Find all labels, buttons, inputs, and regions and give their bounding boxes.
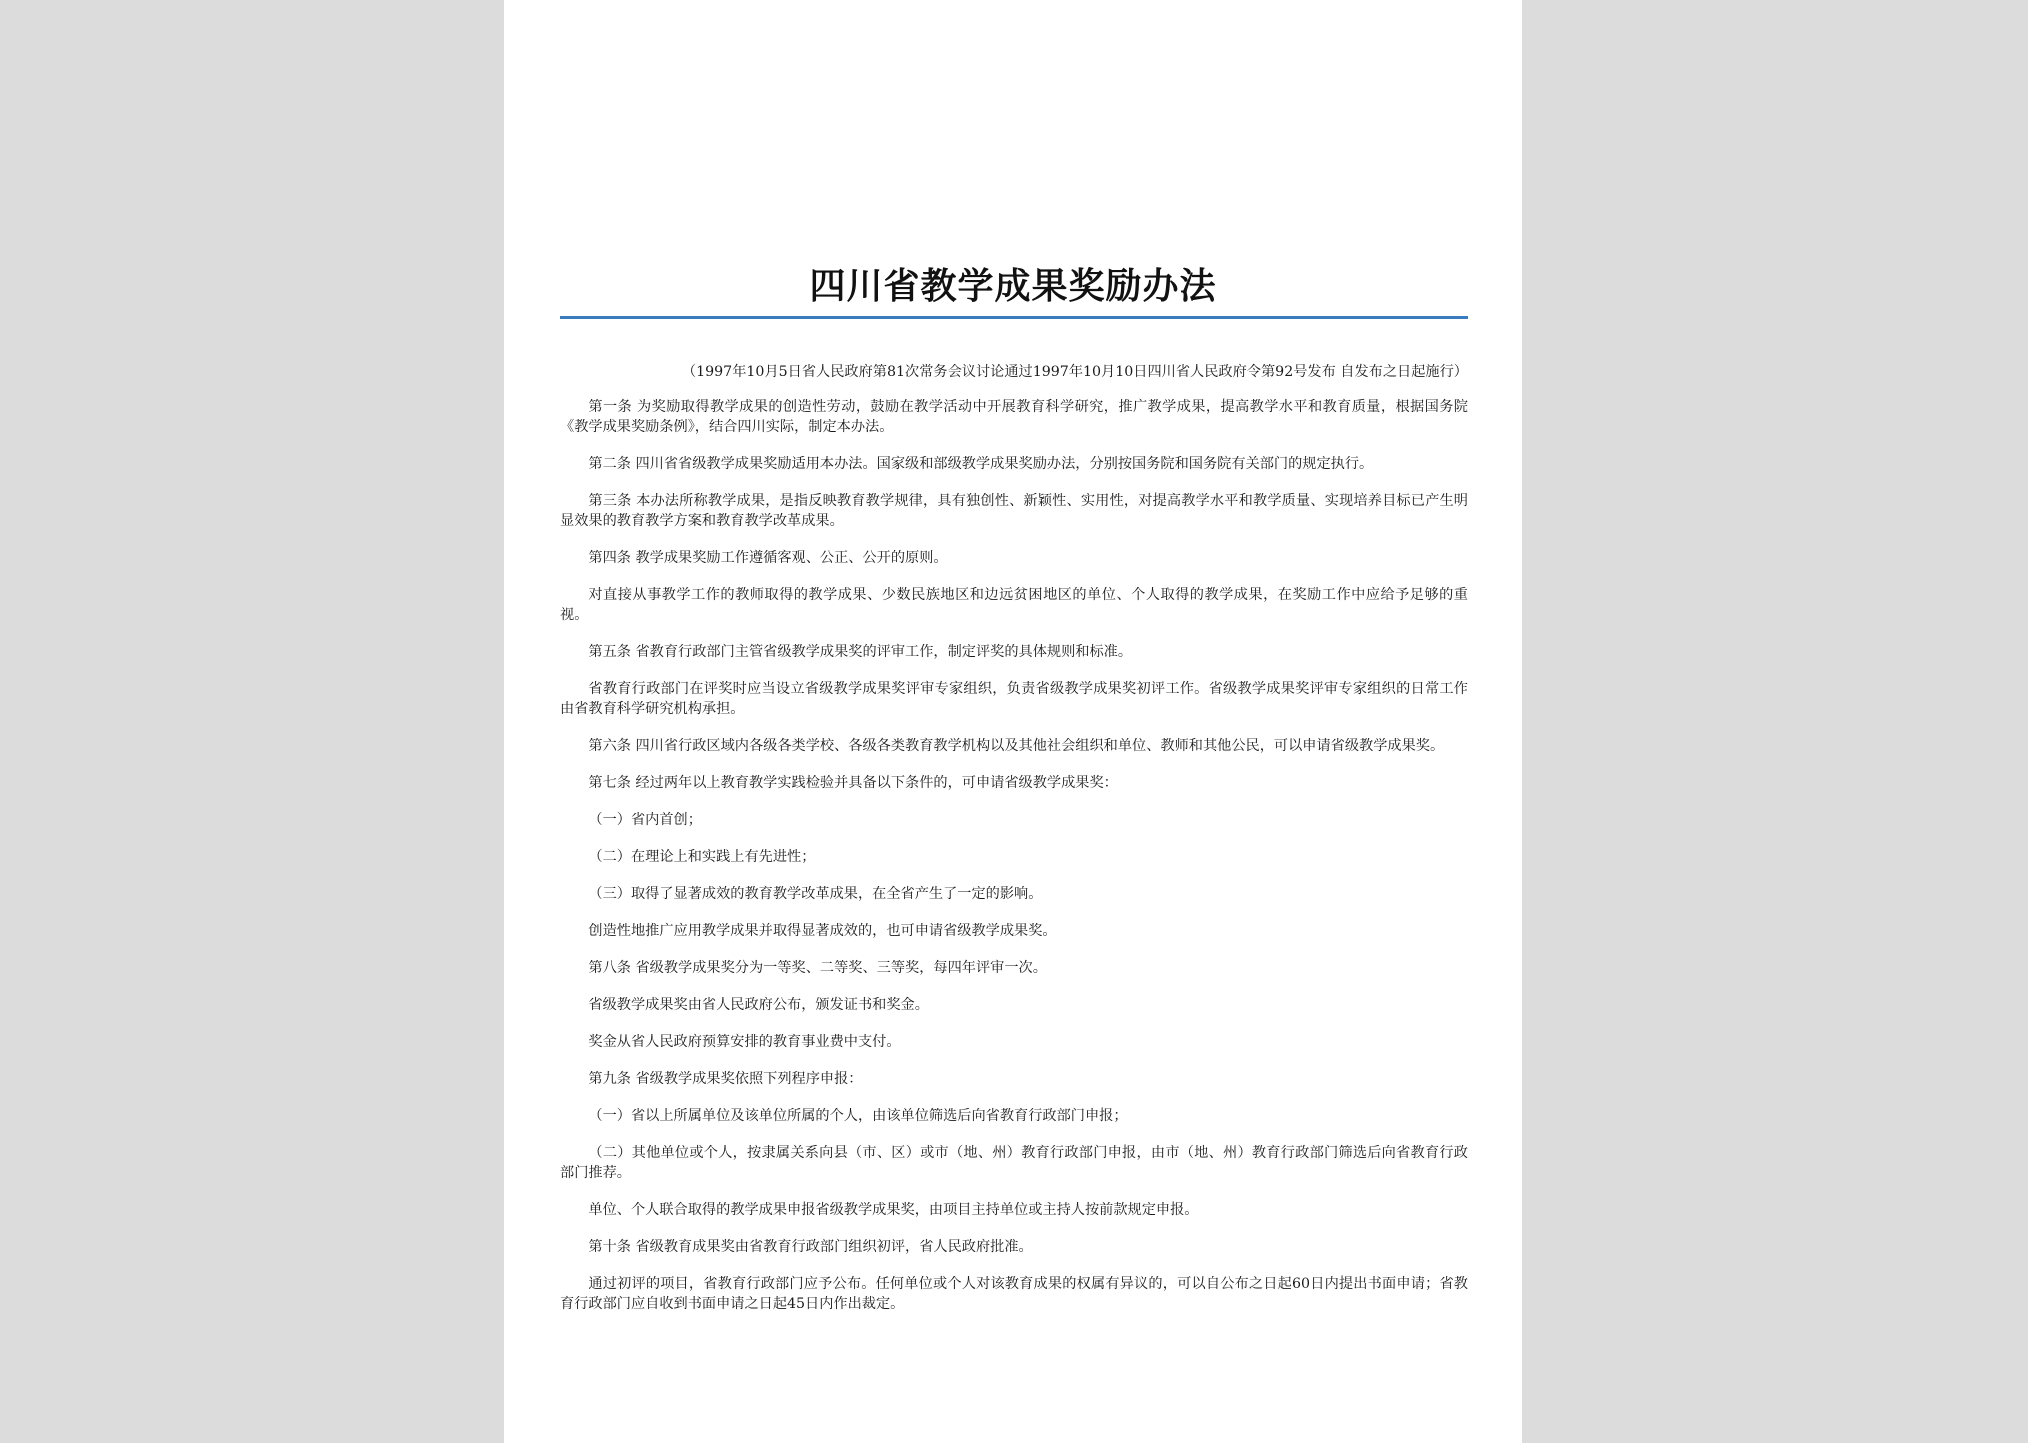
document-body xyxy=(560,362,1468,1331)
document-page xyxy=(504,0,1522,1443)
paragraph: 创造性地推广应用教学成果并取得显著成效的，也可申请省级教学成果奖。 xyxy=(588,923,1057,939)
paragraph: （二）其他单位或个人，按隶属关系向县（市、区）或市（地、州）教育行政部门申报，由市（地、州）教育行政部门筛选后向省教育行政部门推荐。 xyxy=(560,1145,1468,1181)
title-divider xyxy=(560,316,1468,319)
paragraph: 省教育行政部门在评奖时应当设立省级教学成果奖评审专家组织，负责省级教学成果奖初评工作。省级教学成果奖评审专家组织的日常工作由省教育科学研究机构承担。 xyxy=(560,681,1468,717)
paragraph: 通过初评的项目，省教育行政部门应予公布。任何单位或个人对该教育成果的权属有异议的，可以自公布之日起60日内提出书面申请；省教育行政部门应自收到书面申请之日起45日内作出裁定。 xyxy=(560,1276,1468,1312)
paragraph: 单位、个人联合取得的教学成果申报省级教学成果奖，由项目主持单位或主持人按前款规定申报。 xyxy=(588,1202,1199,1218)
paragraph: 第八条 省级教学成果奖分为一等奖、二等奖、三等奖，每四年评审一次。 xyxy=(588,960,1047,976)
document-title: 四川省教学成果奖励办法 xyxy=(809,266,1217,307)
paragraph: 第一条 为奖励取得教学成果的创造性劳动，鼓励在教学活动中开展教育科学研究，推广教学成果，提高教学水平和教育质量，根据国务院《教学成果奖励条例》，结合四川实际，制定本办法。 xyxy=(560,399,1468,435)
paragraph: 第二条 四川省省级教学成果奖励适用本办法。国家级和部级教学成果奖励办法，分别按国务院和国务院有关部门的规定执行。 xyxy=(588,456,1374,472)
paragraph: 奖金从省人民政府预算安排的教育事业费中支付。 xyxy=(588,1034,901,1050)
paragraph: 第四条 教学成果奖励工作遵循客观、公正、公开的原则。 xyxy=(588,550,948,566)
promulgation-note: （1997年10月5日省人民政府第81次常务会议讨论通过1997年10月10日四川省人民政府令第92号发布 自发布之日起施行） xyxy=(681,364,1468,380)
paragraph: 对直接从事教学工作的教师取得的教学成果、少数民族地区和边远贫困地区的单位、个人取得的教学成果，在奖励工作中应给予足够的重视。 xyxy=(560,587,1468,623)
paragraph: 第七条 经过两年以上教育教学实践检验并具备以下条件的，可申请省级教学成果奖： xyxy=(588,775,1118,791)
paragraph: （三）取得了显著成效的教育教学改革成果，在全省产生了一定的影响。 xyxy=(588,886,1043,902)
paragraph: 第三条 本办法所称教学成果，是指反映教育教学规律，具有独创性、新颖性、实用性，对提高教学水平和教学质量、实现培养目标已产生明显效果的教育教学方案和教育教学改革成果。 xyxy=(560,493,1468,529)
paragraph: 第五条 省教育行政部门主管省级教学成果奖的评审工作，制定评奖的具体规则和标准。 xyxy=(588,644,1133,660)
paragraph: （一）省内首创； xyxy=(588,812,702,828)
paragraph: 第六条 四川省行政区域内各级各类学校、各级各类教育教学机构以及其他社会组织和单位、教师和其他公民，可以申请省级教学成果奖。 xyxy=(588,738,1445,754)
paragraph: 第十条 省级教育成果奖由省教育行政部门组织初评，省人民政府批准。 xyxy=(588,1239,1033,1255)
paragraph: 省级教学成果奖由省人民政府公布，颁发证书和奖金。 xyxy=(588,997,929,1013)
paragraph: 第九条 省级教学成果奖依照下列程序申报： xyxy=(588,1071,863,1087)
paragraph: （一）省以上所属单位及该单位所属的个人，由该单位筛选后向省教育行政部门申报； xyxy=(588,1108,1128,1124)
paragraph: （二）在理论上和实践上有先进性； xyxy=(588,849,816,865)
